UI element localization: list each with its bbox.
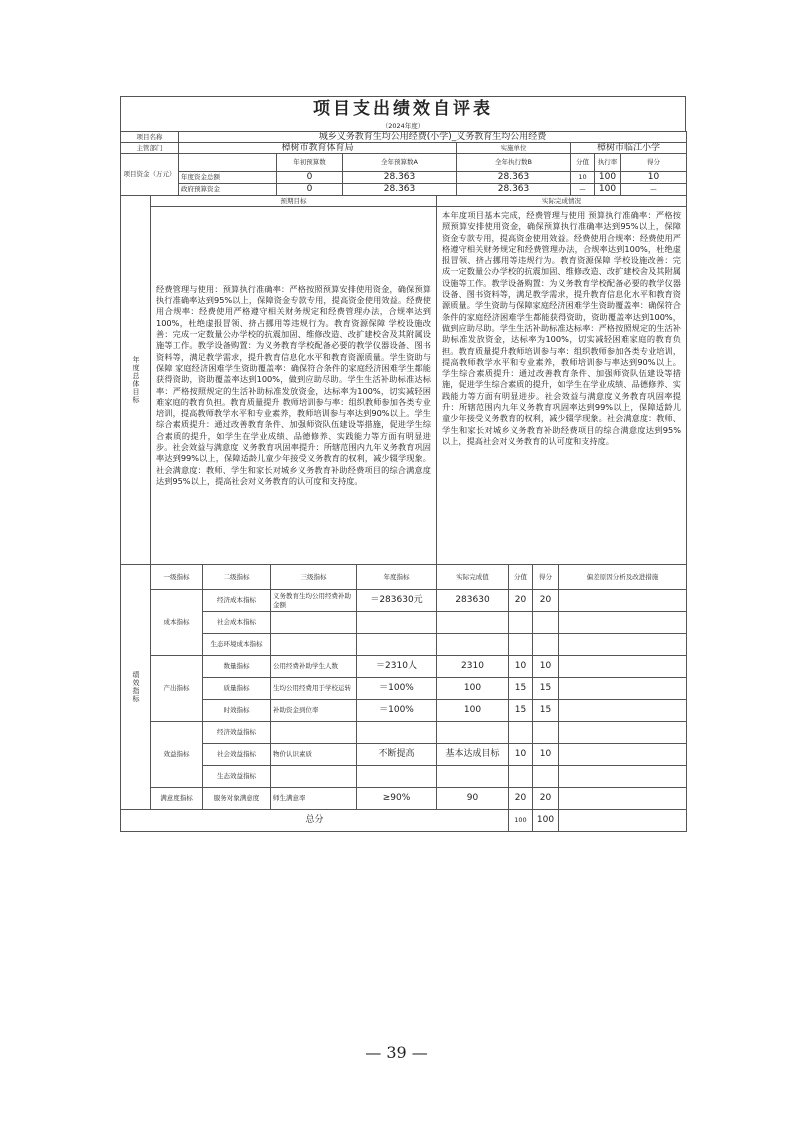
row-actual: 90: [437, 788, 509, 810]
row-actual: 100: [437, 678, 509, 700]
fund-total-got: 10: [621, 172, 687, 184]
row-l2: 社会成本指标: [203, 612, 271, 634]
row-target: ＝283630元: [357, 590, 437, 612]
fund-gov-full: 28.363: [343, 184, 457, 196]
fund-total-exec: 28.363: [457, 172, 571, 184]
row-l2: 社会效益指标: [203, 744, 271, 766]
row-target: ＝100%: [357, 678, 437, 700]
table-row: [121, 744, 687, 766]
row-got: 20: [533, 788, 559, 810]
l1-effect: 效益指标: [151, 722, 203, 788]
fund-total-label: 年度资金总额: [179, 172, 277, 184]
table-row: [121, 766, 687, 788]
row-actual: 100: [437, 700, 509, 722]
h-score: 分值: [509, 565, 533, 590]
expected-text: 经费管理与使用：预算执行准确率：严格按照预算安排使用资金，确保预算执行准确率达到95%以上，保障资金专款专用，提高资金使用效益。经费使用合规率：经费使用严格遵守相关财务规定和经费管理办法，合规率达到100%，杜绝虚报冒领、挤占挪用等违规行为。教育资源保障 学校设施改善：完成一定数量公办学校的抗震加固、维修改造、改扩建校舍及其附属设施等工作。教学设备购置：为义务教育学校配备必要的教学仪器设备、图书资料等，满足教学需求，提升教育信息化水平和教育资源质量。学生资助与保障 家庭经济困难学生资助覆盖率：确保符合条件的家庭经济困难学生都能获得资助，资助覆盖率达到100%，做到应助尽助。学生生活补助标准达标率：严格按照规定的生活补助标准发放资金，达标率为100%，切实减轻困难家庭的教育负担。教育质量提升 教师培训参与率：组织教师参加各类专业培训，提高教师教学水平和专业素养，教师培训参与率达到90%以上。学生综合素质提升：通过改善教育条件、加强师资队伍建设等措施，促进学生综合素质的提升，如学生在学业成绩、品德修养、实践能力等方面有明显进步。社会效益与满意度 义务教育巩固率提升：所辖范围内九年义务教育巩固率达到99%以上，保障适龄儿童少年接受义务教育的权利，减少辍学现象。社会满意度：教师、学生和家长对城乡义务教育补助经费项目的综合满意度达到95%以上，提高社会对义务教育的认可度和支持度。: [151, 207, 437, 565]
h-l2: 二级指标: [203, 565, 271, 590]
fund-gov-score: —: [571, 184, 595, 196]
row-target: ＝100%: [357, 700, 437, 722]
l1-cost: 成本指标: [151, 590, 203, 656]
row-actual: 2310: [437, 656, 509, 678]
row-got: 15: [533, 678, 559, 700]
page-number: — 39 —: [365, 1043, 428, 1062]
table-row: [121, 700, 687, 722]
row-l2: 生态环境成本指标: [203, 634, 271, 656]
table-row: [121, 722, 687, 744]
h-note: 偏差原因分析及改进措施: [559, 565, 687, 590]
fund-total-rate: 100: [595, 172, 621, 184]
row-l3: 物价认识素质: [271, 744, 357, 766]
row-l3: 补助资金到位率: [271, 700, 357, 722]
actual-header: 实际完成情况: [437, 196, 687, 207]
expected-header: 预期目标: [151, 196, 437, 207]
row-l3: 义务教育生均公用经费补助金额: [271, 590, 357, 612]
col-fullbudget: 全年预算数A: [343, 154, 457, 172]
table-row: [121, 590, 687, 612]
table-row: [121, 612, 687, 634]
total-got: 100: [533, 810, 559, 832]
row-l2: 生态效益指标: [203, 766, 271, 788]
total-label: 总分: [121, 810, 509, 832]
project-name: 城乡义务教育生均公用经费(小学)_义务教育生均公用经费: [179, 132, 687, 143]
dept-value: 樟树市教育体育局: [179, 143, 457, 154]
row-l2: 数量指标: [203, 656, 271, 678]
project-name-label: 项目名称: [121, 132, 179, 143]
fund-gov-exec: 28.363: [457, 184, 571, 196]
col-score: 分值: [571, 154, 595, 172]
sheet-year: （2024年度）: [120, 121, 686, 131]
row-l2: 质量指标: [203, 678, 271, 700]
sheet-title: 项目支出绩效自评表: [120, 96, 686, 121]
row-score: 15: [509, 678, 533, 700]
row-l2: 服务对象满意度: [203, 788, 271, 810]
perf-table: [120, 564, 687, 832]
perf-label: 绩效指标: [121, 565, 151, 810]
dept-label: 主管部门: [121, 143, 179, 154]
fund-total-score: 10: [571, 172, 595, 184]
fund-label: 项目资金（万元）: [121, 154, 179, 196]
row-got: 10: [533, 656, 559, 678]
row-target: ≥90%: [357, 788, 437, 810]
row-actual: 283630: [437, 590, 509, 612]
table-row: [121, 656, 687, 678]
col-exec: 全年执行数B: [457, 154, 571, 172]
fund-gov-year: 0: [277, 184, 343, 196]
total-row: [121, 810, 687, 832]
h-actual: 实际完成值: [437, 565, 509, 590]
row-l3: 师生满意率: [271, 788, 357, 810]
row-l3: 生均公用经费用于学校运转: [271, 678, 357, 700]
l1-satisfy: 满意度指标: [151, 788, 203, 810]
row-actual: 基本达成目标: [437, 744, 509, 766]
col-rate: 执行率: [595, 154, 621, 172]
l1-output: 产出指标: [151, 656, 203, 722]
row-target: ＝2310人: [357, 656, 437, 678]
summary-table: [120, 131, 687, 196]
fund-total-full: 28.363: [343, 172, 457, 184]
row-score: 20: [509, 788, 533, 810]
col-yearbudget: 年初预算数: [277, 154, 343, 172]
h-got: 得分: [533, 565, 559, 590]
table-row: [121, 788, 687, 810]
row-target: 不断提高: [357, 744, 437, 766]
goals-table: [120, 195, 687, 565]
table-row: [121, 678, 687, 700]
h-l3: 三级指标: [271, 565, 357, 590]
row-got: 15: [533, 700, 559, 722]
fund-total-year: 0: [277, 172, 343, 184]
row-got: 10: [533, 744, 559, 766]
row-score: 10: [509, 656, 533, 678]
h-l1: 一级指标: [151, 565, 203, 590]
row-l3: 公用经费补助学生人数: [271, 656, 357, 678]
impl-value: 樟树市临江小学: [571, 143, 687, 154]
row-l2: 经济效益指标: [203, 722, 271, 744]
row-score: 15: [509, 700, 533, 722]
fund-gov-label: 政府预算资金: [179, 184, 277, 196]
row-score: 10: [509, 744, 533, 766]
goals-label: 年度总体目标: [121, 196, 151, 565]
row-l2: 经济成本指标: [203, 590, 271, 612]
actual-text: 本年度项目基本完成，经费管理与使用 预算执行准确率：严格按照预算安排使用资金，确保预算执行准确率达到95%以上，保障资金专款专用，提高资金使用效益。经费使用合规率：经费使用严格遵守相关财务规定和经费管理办法，合规率达到100%，杜绝虚报冒领、挤占挪用等违规行为。教育资源保障 学校设施改善：完成一定数量公办学校的抗震加固、维修改造、改扩建校舍及其附属设施等工作。教学设备购置：为义务教育学校配备必要的教学仪器设备、图书资料等，满足教学需求，提升教育信息化水平和教育资源质量。学生资助与保障家庭经济困难学生资助覆盖率：确保符合条件的家庭经济困难学生都能获得资助，资助覆盖率达到100%，做到应助尽助。学生生活补助标准达标率：严格按照规定的生活补助标准发放资金，达标率为100%，切实减轻困难家庭的教育负担。教育质量提升教师培训参与率：组织教师参加各类专业培训，提高教师教学水平和专业素养，教师培训参与率达到90%以上。学生综合素质提升：通过改善教育条件、加强师资队伍建设等措施，促进学生综合素质的提升，如学生在学业成绩、品德修养、实践能力等方面有明显进步。社会效益与满意度义务教育巩固率提升：所辖范围内九年义务教育巩固率达到99%以上，保障适龄儿童少年接受义务教育的权利，减少辍学现象。社会满意度：教师、学生和家长对城乡义务教育补助经费项目的综合满意度达到95%以上，提高社会对义务教育的认可度和支持度。: [437, 207, 687, 565]
row-l2: 时效指标: [203, 700, 271, 722]
col-got: 得分: [621, 154, 687, 172]
impl-label: 实施单位: [457, 143, 571, 154]
row-score: 20: [509, 590, 533, 612]
row-got: 20: [533, 590, 559, 612]
fund-gov-got: —: [621, 184, 687, 196]
row-note: [559, 590, 687, 612]
total-score: 100: [509, 810, 533, 832]
table-row: [121, 634, 687, 656]
h-target: 年度指标: [357, 565, 437, 590]
fund-gov-rate: 100: [595, 184, 621, 196]
evaluation-sheet: [120, 96, 686, 832]
